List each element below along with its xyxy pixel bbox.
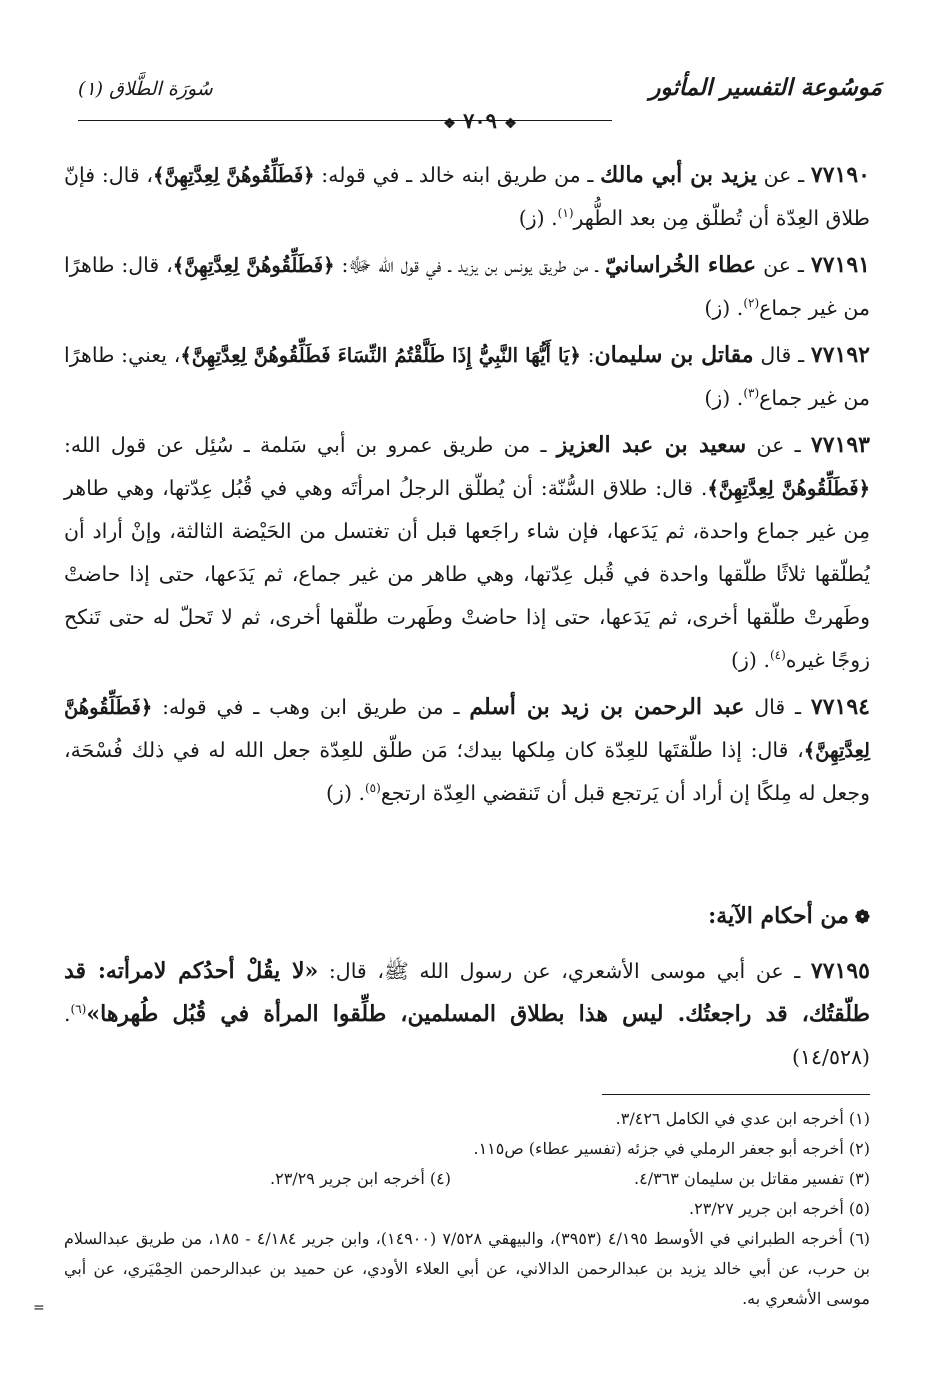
quran-verse: ﴿فَطَلِّقُوهُنَّ لِعِدَّتِهِنَّ﴾ xyxy=(153,164,315,187)
entry-77195 xyxy=(64,950,870,1079)
entry-number: ٧٧١٩١ xyxy=(810,252,870,278)
flower-icon: ❁ xyxy=(854,907,870,928)
entry-text: ـ من طريق يونس بن يزيد ـ في قول الله ﷻ: xyxy=(334,253,605,277)
footnote-3: (٣) تفسير مقاتل بن سليمان ٤/٣٦٣. xyxy=(634,1169,870,1188)
footnote-row xyxy=(270,1164,870,1194)
narrator-name: يزيد بن أبي مالك xyxy=(600,162,757,188)
footnote-ref: (٣) xyxy=(743,386,760,401)
footnote-2: (٢) أخرجه أبو جعفر الرملي في جزئه (تفسير عطاء) ص١١٥. xyxy=(473,1139,870,1158)
footnote-4: (٤) أخرجه ابن جرير ٢٣/٢٩. xyxy=(270,1169,451,1188)
entry-number: ٧٧١٩٠ xyxy=(810,162,870,188)
section-heading xyxy=(708,903,870,929)
entry-text: . (١٤/٥٢٨) xyxy=(64,1002,870,1069)
quran-verse: ﴿فَطَلِّقُوهُنَّ لِعِدَّتِهِنَّ﴾ xyxy=(172,254,335,277)
hadith-block xyxy=(64,950,870,1079)
header-rule-left xyxy=(78,120,378,121)
entry-text: . (ز) xyxy=(704,386,744,410)
entry-number: ٧٧١٩٣ xyxy=(810,432,870,458)
surah-title: سُورَة الطَّلاق (١) xyxy=(78,78,213,100)
entry-text: ـ عن xyxy=(756,253,804,277)
footnote-ref: (٦) xyxy=(70,1002,87,1017)
footnote-ref: (١) xyxy=(557,206,574,221)
footnote-ref: (٥) xyxy=(364,781,381,796)
page-number-text: ٧٠٩ xyxy=(463,108,497,133)
margin-mark: = xyxy=(33,1300,45,1316)
narrator-name: سعيد بن عبد العزيز xyxy=(556,432,747,458)
page-header xyxy=(78,70,882,133)
entry-text: . (ز) xyxy=(704,296,744,320)
ornament-icon: ❖ xyxy=(504,116,517,132)
book-title: مَوسُوعة التفسير المأثور xyxy=(649,74,882,101)
quran-verse: ﴿فَطَلِّقُوهُنَّ لِعِدَّتِهِنَّ﴾ xyxy=(64,696,870,762)
entry-number: ٧٧١٩٥ xyxy=(810,958,870,984)
entry-text: . قال: طلاق السُّنّة: أن يُطلّق الرجلُ امرأتَه وهي في قُبُل عِدّتها، وهي طاهر مِن غير جماع واحدة، ثم يَدَعها، فإن شاء راجَعها قبل أن تغتسل من الحَيْضة الثالثة، وإنْ أراد أن يُطلّقها ثلاثًا طلّقها واحدة في قُبل عِدّتها، وهي طاهر من غير جماع، ثم يَدَعها، حتى إذا حاضتْ وطَهرتْ طلّقها أخرى، ثم يَدَعها، حتى إذا حاضتْ وطَهرت طلّقها أخرى، ثم لا تَحلّ له حتى تَنكح زوجًا غيره xyxy=(64,476,870,672)
footnote-ref: (٢) xyxy=(743,296,760,311)
entry-number: ٧٧١٩٤ xyxy=(810,694,870,720)
entry-number: ٧٧١٩٢ xyxy=(810,342,870,368)
entry-text: ، قال: إذا طلّقتَها للعِدّة كان مِلكها بيدك؛ مَن طلّق للعِدّة جعل الله له في ذلك فُسْحَة، وجعل له مِلكًا إن أراد أن يَرتجع قبل أن تَنقضي العِدّة ارتجع xyxy=(64,738,870,805)
hadith-text: «لا يقُلْ أحدُكم لامرأته: قد طلّقتُك، قد راجعتُك. ليس هذا بطلاق المسلمين، طلِّقوا المرأة في قُبُل طُهرها» xyxy=(64,958,870,1027)
footnote-5: (٥) أخرجه ابن جرير ٢٣/٢٧. xyxy=(689,1199,870,1218)
footnote-rule xyxy=(602,1094,870,1095)
entry-77194 xyxy=(64,686,870,815)
quran-verse: ﴿فَطَلِّقُوهُنَّ لِعِدَّتِهِنَّ﴾ xyxy=(707,477,870,500)
entry-text: . (ز) xyxy=(518,206,558,230)
ornament-icon: ❖ xyxy=(443,116,456,132)
footnote-1: (١) أخرجه ابن عدي في الكامل ٣/٤٢٦. xyxy=(615,1109,870,1128)
entry-text: ـ عن xyxy=(756,163,805,187)
section-title: من أحكام الآية: xyxy=(708,903,849,929)
entry-text: ـ قال xyxy=(744,695,802,719)
footnote-ref: (٤) xyxy=(769,648,786,663)
page-number xyxy=(416,108,544,133)
entry-text: ـ عن xyxy=(746,433,801,457)
entry-text: ـ عن أبي موسى الأشعري، عن رسول الله ﷺ، قال: xyxy=(318,959,801,983)
entry-77193 xyxy=(64,424,870,682)
entry-text: ـ قال xyxy=(753,343,805,367)
main-content xyxy=(64,150,870,815)
entry-77192 xyxy=(64,334,870,420)
entry-77191 xyxy=(64,244,870,330)
entry-text: ، قال: فإنّ طلاق العِدّة أن تُطلّق مِن بعد الطُّهر xyxy=(64,163,870,230)
quran-verse: ﴿يَا أَيُّهَا النَّبِيُّ إِذَا طَلَّقْتُمُ النِّسَاءَ فَطَلِّقُوهُنَّ لِعِدَّتِهِنَّ﴾ xyxy=(180,344,581,367)
entry-text: ، يعني: طاهرًا من غير جماع xyxy=(64,343,870,410)
entry-text: ـ من طريق عمرو بن أبي سَلمة ـ سُئِل عن قول الله: xyxy=(64,433,557,457)
narrator-name: عطاء الخُراسانيّ xyxy=(604,252,757,278)
entry-77190 xyxy=(64,154,870,240)
entry-text: . (ز) xyxy=(731,648,770,672)
footnotes xyxy=(64,1104,870,1314)
entry-text: . (ز) xyxy=(326,781,365,805)
entry-text: ، قال: طاهرًا من غير جماع xyxy=(64,253,870,320)
entry-text: ـ من طريق ابن وهب ـ في قوله: xyxy=(152,695,470,719)
narrator-name: عبد الرحمن بن زيد بن أسلم xyxy=(469,694,745,720)
footnote-6: (٦) أخرجه الطبراني في الأوسط ٤/١٩٥ (٣٩٥٣)، والبيهقي ٧/٥٢٨ (١٤٩٠٠)، وابن جرير ٤/١٨٤ - ١٨٥، من طريق عبدالسلام بن حرب، عن أبي خالد يزيد بن عبدالرحمن الدالاني، عن أبي العلاء الأودي، عن حميد بن عبدالرحمن الحِمْيَري، عن أبي موسى الأشعري به. xyxy=(64,1229,871,1308)
entry-text: : xyxy=(580,343,595,367)
entry-text: ـ من طريق ابنه خالد ـ في قوله: xyxy=(314,163,601,187)
narrator-name: مقاتل بن سليمان xyxy=(594,342,754,368)
